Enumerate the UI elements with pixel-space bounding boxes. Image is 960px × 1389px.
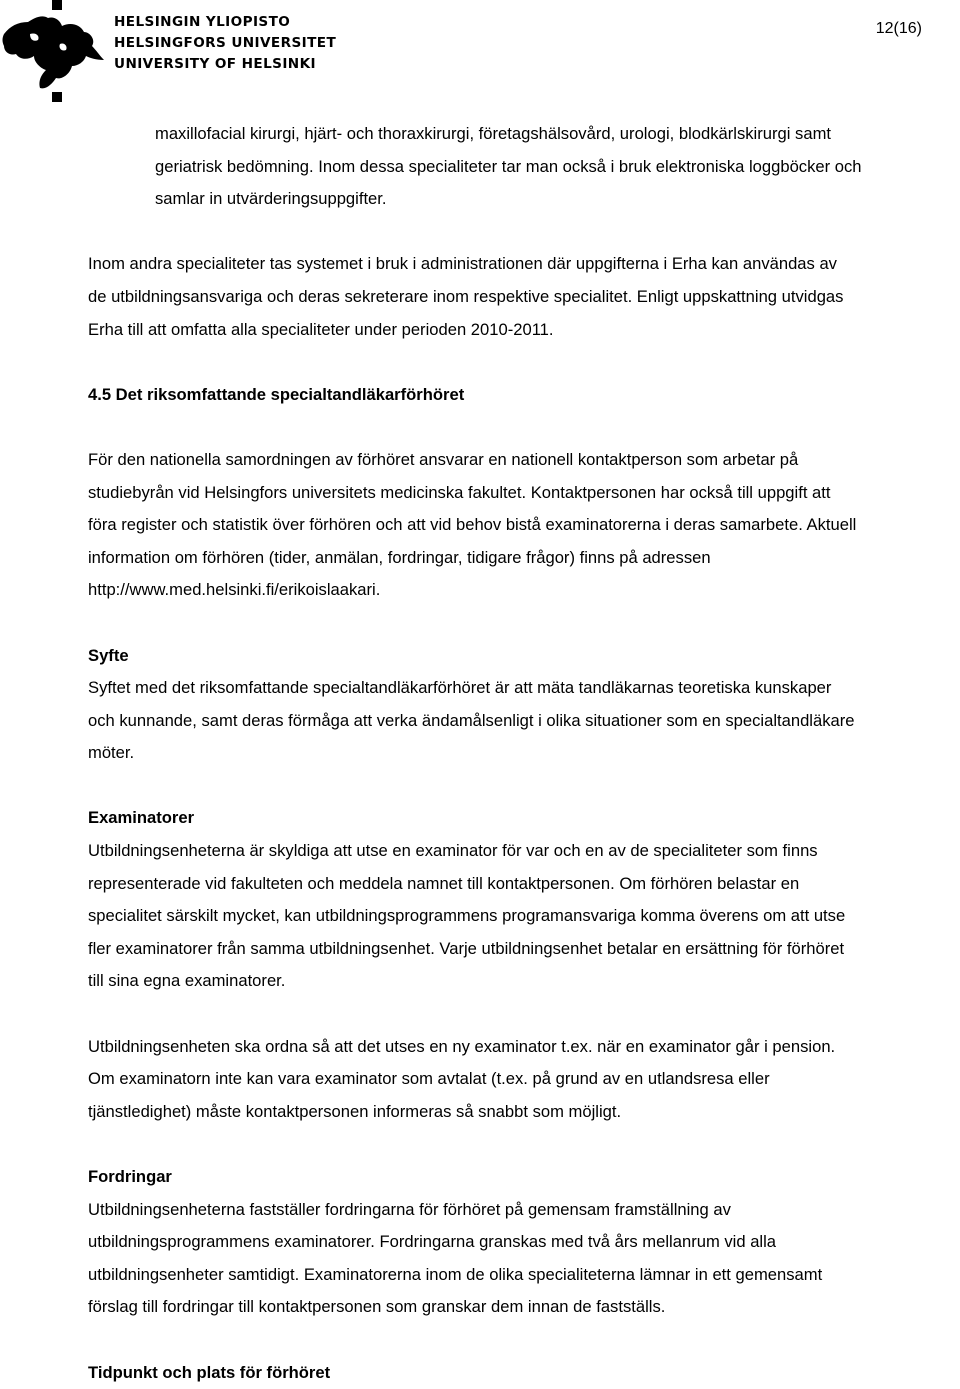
paragraph-line: fler examinatorer från samma utbildningsenhet. Varje utbildningsenhet betalar en ersättning för förhöret xyxy=(88,938,845,958)
paragraph-line: representerade vid fakulteten och meddela namnet till kontaktpersonen. Om förhören belastar en xyxy=(88,873,800,893)
paragraph-line: de utbildningsansvariga och deras sekreterare inom respektive specialitet. Enligt uppskattning utvidgas xyxy=(88,286,844,306)
document-body xyxy=(88,118,956,1389)
university-names xyxy=(114,12,336,75)
section-heading: 4.5 Det riksomfattande specialtandläkarförhöret xyxy=(88,384,465,404)
tidpunkt-heading: Tidpunkt och plats för förhöret xyxy=(88,1362,331,1382)
paragraph-line: maxillofacial kirurgi, hjärt- och thoraxkirurgi, företagshälsovård, urologi, blodkärlskirurgi samt xyxy=(155,124,832,143)
paragraph-line: och kunnande, samt deras förmåga att verka ändamålsenligt i olika situationer som en specialtandläkare xyxy=(88,710,855,730)
examinatorer-paragraph xyxy=(88,835,956,998)
paragraph-line: För den nationella samordningen av förhöret ansvarar en nationell kontaktperson som arbetar på xyxy=(88,449,799,469)
url-text: http://www.med.helsinki.fi/erikoislaakari. xyxy=(88,580,381,600)
paragraph-line: Syftet med det riksomfattande specialtandläkarförhöret är att mäta tandläkarnas teoretiska kunskaper xyxy=(88,678,832,698)
examinator-replacement-paragraph xyxy=(88,1031,956,1129)
paragraph-line: utbildningsprogrammens examinatorer. Fordringarna granskas med två års mellanrum vid alla xyxy=(88,1232,777,1252)
examinatorer-heading: Examinatorer xyxy=(88,808,195,828)
syfte-heading: Syfte xyxy=(88,645,129,665)
page-number: 12(16) xyxy=(875,20,922,37)
paragraph-line: Erha till att omfatta alla specialiteter under perioden 2010-2011. xyxy=(88,319,554,339)
paragraph-line: geriatrisk bedömning. Inom dessa specialiteter tar man också i bruk elektroniska loggböcker och xyxy=(155,156,862,176)
syfte-paragraph xyxy=(88,672,956,770)
paragraph-line: samlar in utvärderingsuppgifter. xyxy=(155,189,387,209)
fordringar-heading: Fordringar xyxy=(88,1167,172,1186)
fordringar-paragraph xyxy=(88,1194,956,1324)
erha-paragraph xyxy=(88,248,956,346)
paragraph-line: tjänstledighet) måste kontaktpersonen informeras så snabbt som möjligt. xyxy=(88,1101,622,1121)
paragraph-line: Utbildningsenheterna är skyldiga att utse en examinator för var och en av de specialiteter som finns xyxy=(88,841,818,861)
paragraph-line: specialitet särskilt mycket, kan utbildningsprogrammens programansvariga komma överens om att utse xyxy=(88,906,846,926)
university-name-english: UNIVERSITY OF HELSINKI xyxy=(114,56,316,72)
paragraph-line: Inom andra specialiteter tas systemet i bruk i administrationen där uppgifterna i Erha kan användas av xyxy=(88,254,837,274)
paragraph-line: utbildningsenheter samtidigt. Examinatorerna inom de olika specialiteterna lämnar in ett gemensamt xyxy=(88,1264,823,1284)
paragraph-line: Utbildningsenheten ska ordna så att det utses en ny examinator t.ex. när en examinator går i pension. xyxy=(88,1036,836,1056)
university-name-finnish: HELSINGIN YLIOPISTO xyxy=(114,14,291,30)
paragraph-line: till sina egna examinatorer. xyxy=(88,971,286,991)
paragraph-line: Om examinatorn inte kan vara examinator som avtalat (t.ex. på grund av en utlandsresa eller xyxy=(88,1069,770,1089)
paragraph-line: möter. xyxy=(88,743,135,763)
paragraph-line: studiebyrån vid Helsingfors universitets medicinska fakultet. Kontaktpersonen har också till uppgift att xyxy=(88,482,831,502)
paragraph-line: Utbildningsenheterna fastställer fordringarna för förhöret på gemensam framställning av xyxy=(88,1199,731,1219)
university-name-swedish: HELSINGFORS UNIVERSITET xyxy=(114,35,337,51)
paragraph-line: föra register och statistik över förhören och att vid behov bistå examinatorerna i deras samarbete. Aktuell xyxy=(88,515,857,535)
intro-paragraph xyxy=(88,118,956,216)
paragraph-line: förslag till fordringar till kontaktpersonen som granskar dem innan de fastställs. xyxy=(88,1297,666,1317)
paragraph-line: information om förhören (tider, anmälan, fordringar, tidigare frågor) finns på adressen xyxy=(88,547,711,567)
helsinki-flame-logo-icon xyxy=(0,0,110,104)
section-paragraph xyxy=(88,444,956,607)
